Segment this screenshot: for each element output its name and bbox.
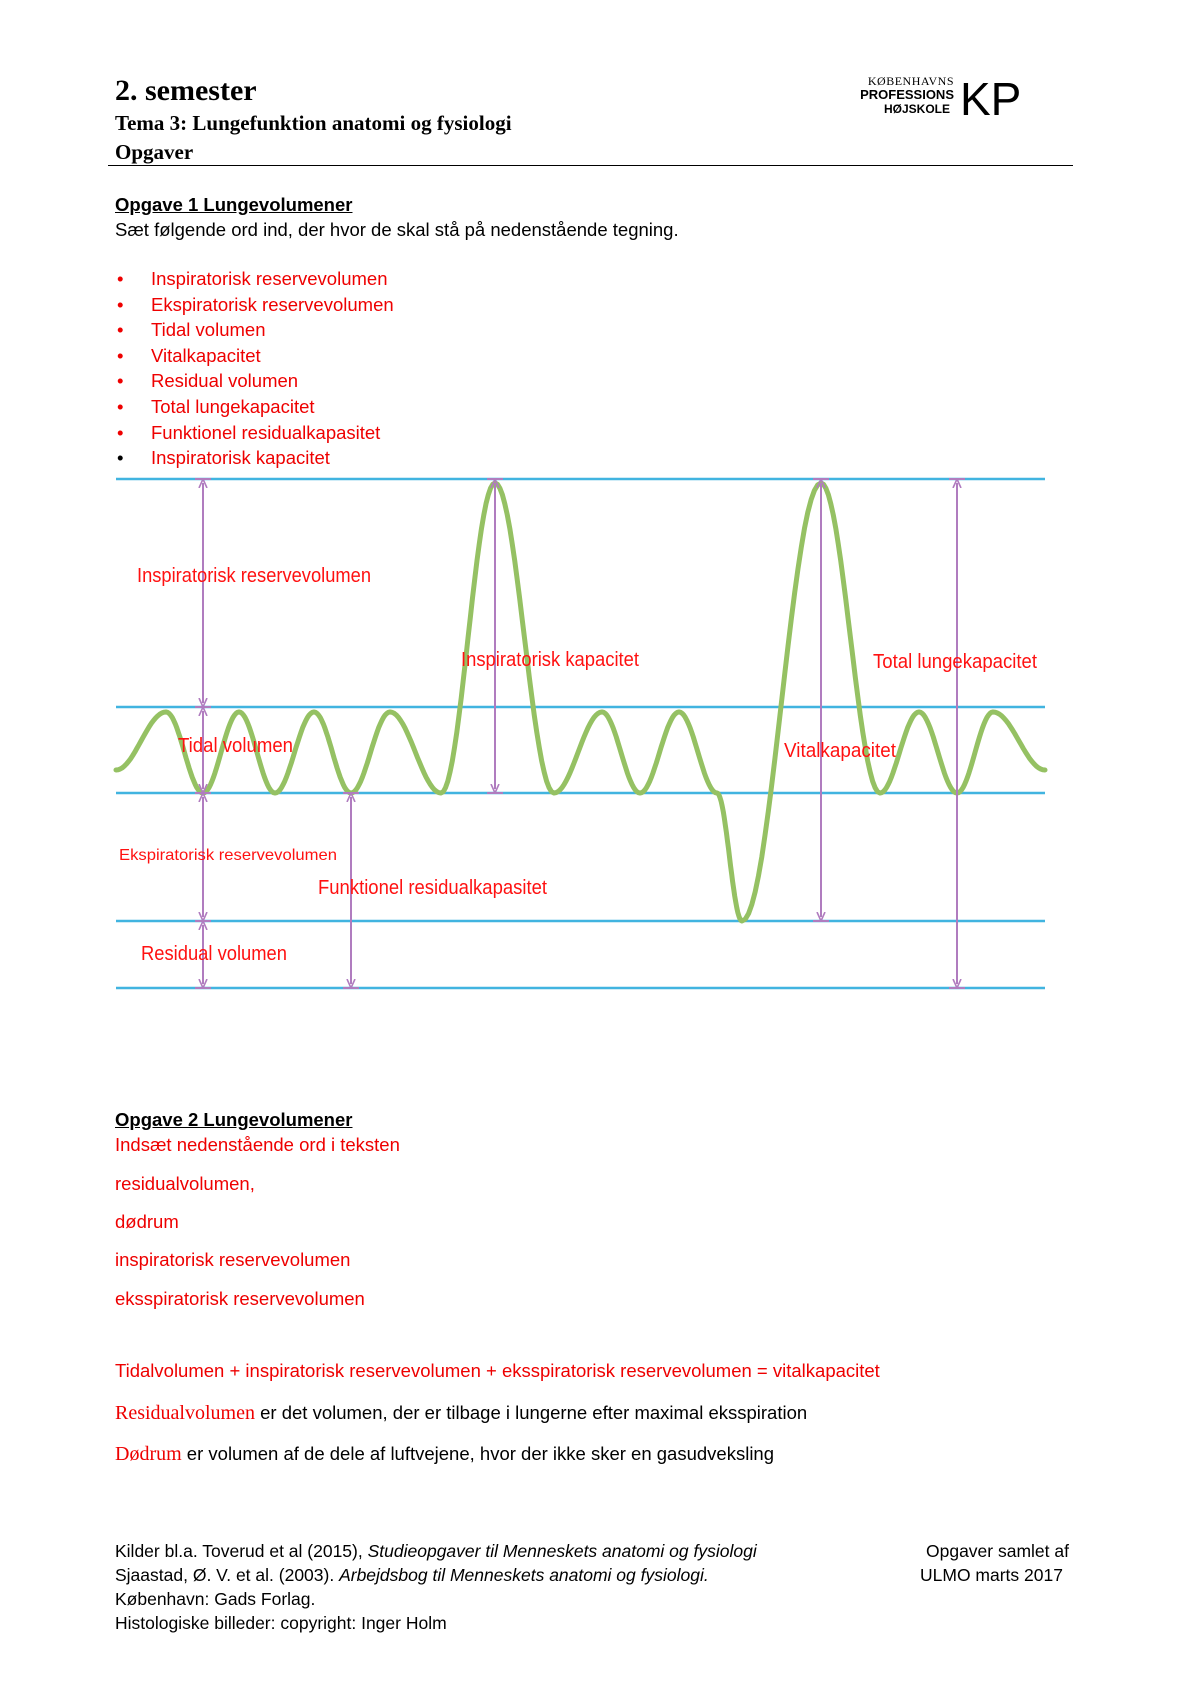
word-item: inspiratorisk reservevolumen xyxy=(115,1249,351,1270)
footer-book-title: Studieopgaver til Menneskets anatomi og fysiologi xyxy=(367,1541,757,1561)
logo-line-1: KØBENHAVNS xyxy=(867,74,954,88)
logo-mark: KP xyxy=(960,73,1022,123)
list-item-text: Inspiratorisk kapacitet xyxy=(151,447,330,469)
footer-book-title: Arbejdsbog til Menneskets anatomi og fysiologi. xyxy=(339,1565,709,1585)
label-tidal: Tidal volumen xyxy=(178,735,293,757)
sentence-text: er volumen af de dele af luftvejene, hvor der ikke sker en gasudveksling xyxy=(181,1443,775,1464)
footer-date: ULMO marts 2017 xyxy=(920,1565,1063,1585)
section-label: Opgaver xyxy=(115,140,194,164)
bullet: • xyxy=(117,395,124,417)
word-item: dødrum xyxy=(115,1211,179,1232)
answer-word: Dødrum xyxy=(115,1443,182,1465)
label-ic: Inspiratorisk kapacitet xyxy=(461,649,640,671)
logo-line-3: HØJSKOLE xyxy=(883,102,950,116)
list-item-text: Residual volumen xyxy=(151,370,299,392)
label-vc: Vitalkapacitet xyxy=(784,740,897,762)
list-item-text: Inspiratorisk reservevolumen xyxy=(151,268,388,289)
bullet: • xyxy=(117,268,124,289)
footer-text: Sjaastad, Ø. V. et al. (2003). xyxy=(115,1565,340,1585)
diagram-labels xyxy=(119,565,1037,965)
sentence-residualvolumen xyxy=(115,1402,807,1425)
bullet: • xyxy=(117,344,124,366)
answer-word: Residualvolumen xyxy=(115,1402,255,1424)
sentence-doedrum xyxy=(115,1443,774,1466)
footer-publisher: København: Gads Forlag. xyxy=(115,1589,316,1609)
opgave2-instruction: Indsæt nedenstående ord i teksten xyxy=(115,1134,400,1155)
bullet: • xyxy=(117,293,124,315)
logo-line-2: PROFESSIONS xyxy=(860,87,954,102)
footer-source-1 xyxy=(115,1541,757,1562)
volume-arrows xyxy=(203,483,957,984)
bullet: • xyxy=(117,370,124,392)
label-frc: Funktionel residualkapasitet xyxy=(318,877,548,899)
list-item-text: Ekspiratorisk reservevolumen xyxy=(151,293,394,315)
opgave2-title: Opgave 2 Lungevolumener xyxy=(115,1109,353,1130)
sentence-text: er det volumen, der er tilbage i lungerne efter maximal eksspiration xyxy=(254,1402,808,1423)
opgave1-instruction: Sæt følgende ord ind, der hvor de skal stå på nedenstående tegning. xyxy=(115,219,679,240)
footer-compiled-by: Opgaver samlet af xyxy=(926,1541,1069,1561)
footer-text: Kilder bl.a. Toverud et al (2015), xyxy=(115,1541,368,1561)
list-item-text: Vitalkapacitet xyxy=(151,344,261,366)
list-item-text: Funktionel residualkapasitet xyxy=(151,421,381,443)
word-item: residualvolumen, xyxy=(115,1173,255,1194)
bullet: • xyxy=(117,447,124,469)
word-item: eksspiratorisk reservevolumen xyxy=(115,1288,365,1309)
bullet: • xyxy=(117,319,124,341)
label-rv: Residual volumen xyxy=(141,943,287,965)
equation-line: Tidalvolumen + inspiratorisk reservevolumen + eksspiratorisk reservevolumen = vitalkapacitet xyxy=(115,1360,880,1381)
footer-copyright: Histologiske billeder: copyright: Inger Holm xyxy=(115,1613,447,1633)
footer-source-2 xyxy=(115,1565,709,1586)
list-item-text: Total lungekapacitet xyxy=(151,395,315,417)
label-erv: Ekspiratorisk reservevolumen xyxy=(119,847,337,864)
bullet: • xyxy=(117,421,124,443)
label-tlc: Total lungekapacitet xyxy=(873,651,1038,673)
list-item-text: Tidal volumen xyxy=(151,319,266,341)
theme-subtitle: Tema 3: Lungefunktion anatomi og fysiologi xyxy=(115,111,512,135)
page-title: 2. semester xyxy=(115,74,257,107)
opgave1-title: Opgave 1 Lungevolumener xyxy=(115,194,353,215)
arrow-end-ticks xyxy=(195,479,965,988)
label-irv: Inspiratorisk reservevolumen xyxy=(137,565,371,587)
